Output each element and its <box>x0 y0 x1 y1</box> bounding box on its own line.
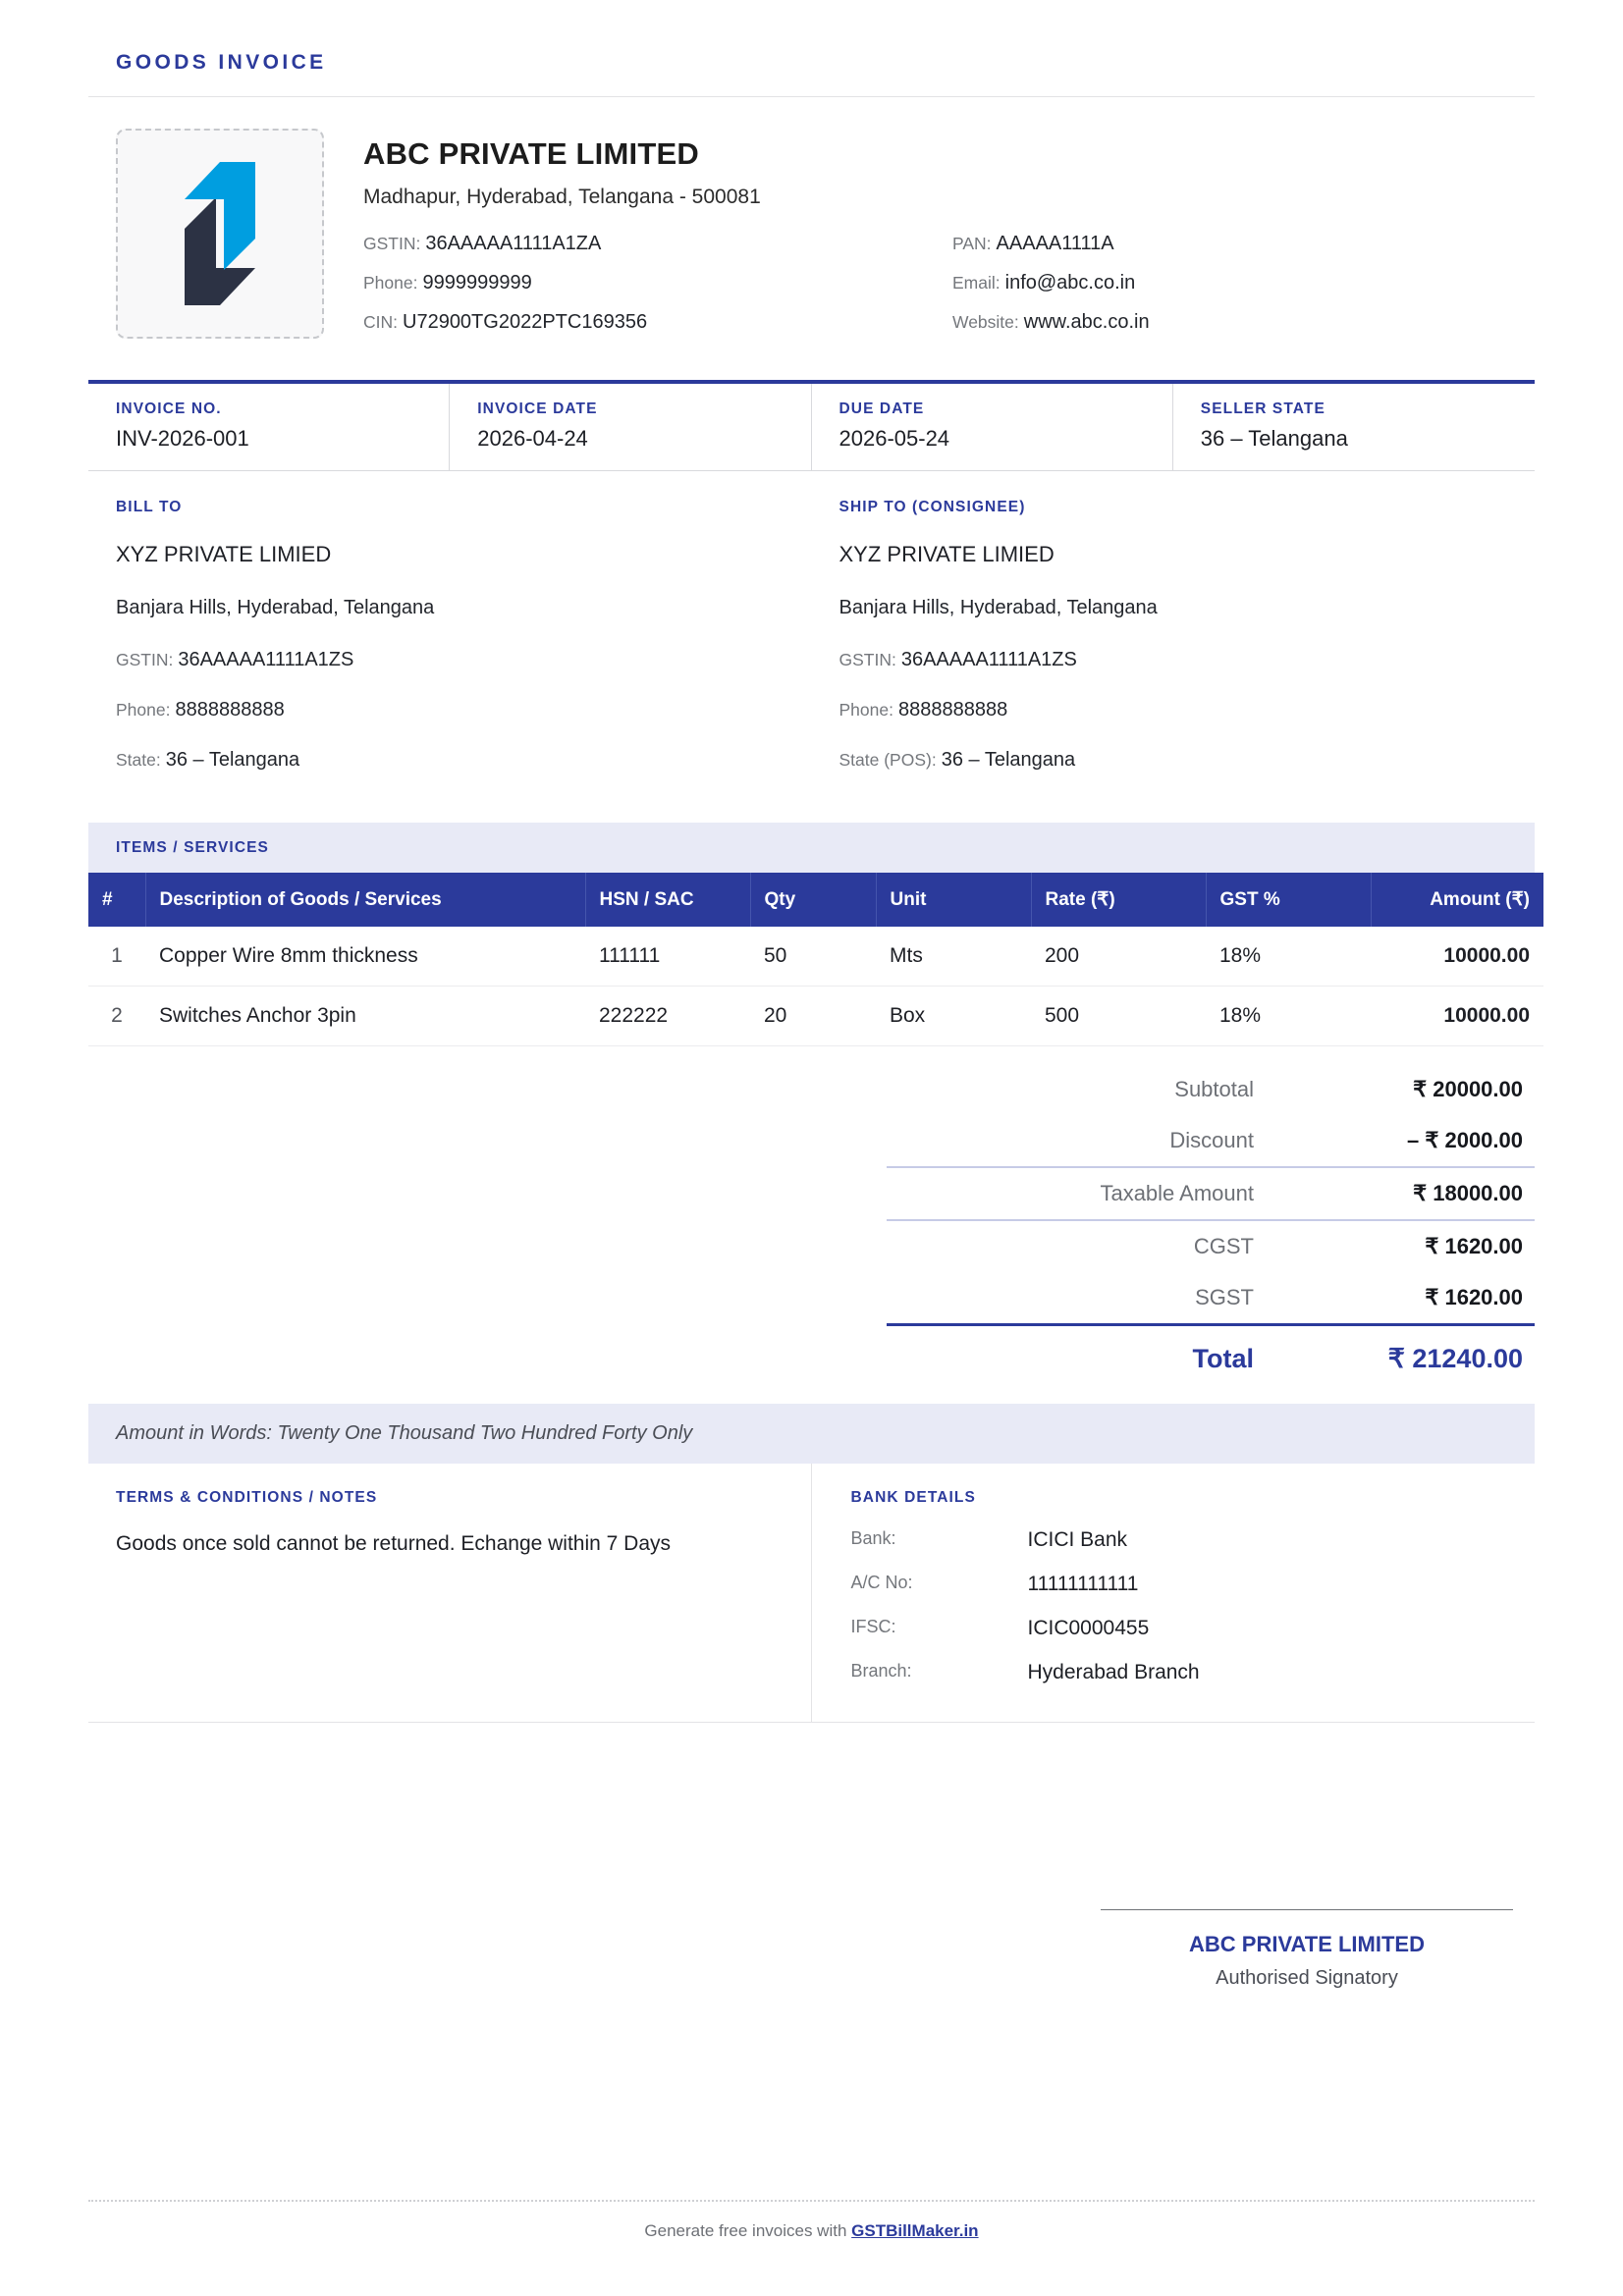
meta-invoice-number-label: INVOICE NO. <box>116 400 222 417</box>
cell-amount: 10000.00 <box>1371 927 1543 987</box>
seller-address: Madhapur, Hyderabad, Telangana - 500081 <box>363 186 761 208</box>
ship-to-name: XYZ PRIVATE LIMIED <box>839 542 1055 566</box>
total-row-taxable <box>887 1168 1535 1221</box>
seller-pan <box>952 233 1535 255</box>
bill-to-block <box>88 499 812 799</box>
ship-to-gstin-label: GSTIN: <box>839 650 896 669</box>
signature-company: ABC PRIVATE LIMITED <box>1189 1932 1425 1956</box>
bank-title: BANK DETAILS <box>850 1489 976 1506</box>
bank-name-label: Bank: <box>850 1528 896 1548</box>
seller-gstin-value: 36AAAAA1111A1ZA <box>425 233 602 254</box>
terms-block <box>88 1464 812 1722</box>
subtotal-value: ₹ 20000.00 <box>1413 1077 1523 1101</box>
column-description: Description of Goods / Services <box>145 873 585 927</box>
seller-email-label: Email: <box>952 273 1001 293</box>
ship-to-state-label: State (POS): <box>839 750 937 770</box>
items-table <box>88 873 1543 1046</box>
seller-details <box>324 129 1535 334</box>
bill-to-gstin-value: 36AAAAA1111A1ZS <box>178 649 354 670</box>
seller-phone-value: 9999999999 <box>422 272 532 294</box>
column-hsn: HSN / SAC <box>585 873 750 927</box>
total-row-sgst <box>887 1272 1535 1323</box>
ship-to-state-value: 36 – Telangana <box>941 749 1076 771</box>
cell-hsn: 222222 <box>585 987 750 1046</box>
cell-index: 1 <box>88 927 145 987</box>
seller-phone-label: Phone: <box>363 273 418 293</box>
company-logo-icon <box>116 129 324 339</box>
ship-to-phone <box>839 699 1536 721</box>
footer-text <box>88 2221 1535 2241</box>
grand-total-value: ₹ 21240.00 <box>1387 1344 1523 1373</box>
discount-value: – ₹ 2000.00 <box>1407 1128 1523 1152</box>
bill-to-address: Banjara Hills, Hyderabad, Telangana <box>116 597 435 618</box>
seller-phone <box>363 272 952 294</box>
cell-amount: 10000.00 <box>1371 987 1543 1046</box>
discount-label: Discount <box>1169 1128 1254 1152</box>
meta-seller-state-value: 36 – Telangana <box>1200 426 1348 451</box>
sgst-label: SGST <box>1195 1285 1254 1309</box>
cell-description: Switches Anchor 3pin <box>145 987 585 1046</box>
seller-cin <box>363 311 952 334</box>
seller-website <box>952 311 1535 334</box>
seller-gstin <box>363 233 952 255</box>
seller-cin-label: CIN: <box>363 312 398 332</box>
seller-pan-label: PAN: <box>952 234 992 253</box>
seller-email-value: info@abc.co.in <box>1004 272 1136 294</box>
taxable-value: ₹ 18000.00 <box>1413 1181 1523 1205</box>
bank-account-label: A/C No: <box>850 1573 913 1592</box>
footer-prefix: Generate free invoices with <box>644 2221 852 2240</box>
seller-cin-value: U72900TG2022PTC169356 <box>403 311 648 333</box>
bank-ifsc-label: IFSC: <box>850 1617 896 1636</box>
cell-hsn: 111111 <box>585 927 750 987</box>
signature-block <box>1101 1909 1513 1990</box>
ship-to-address: Banjara Hills, Hyderabad, Telangana <box>839 597 1158 618</box>
total-row-discount <box>887 1115 1535 1168</box>
ship-to-gstin <box>839 649 1536 671</box>
column-rate: Rate (₹) <box>1031 873 1206 927</box>
cgst-value: ₹ 1620.00 <box>1425 1234 1523 1258</box>
total-row-grand <box>887 1323 1535 1382</box>
seller-name: ABC PRIVATE LIMITED <box>363 136 699 171</box>
terms-and-bank-section <box>88 1464 1535 1723</box>
bill-to-state-label: State: <box>116 750 161 770</box>
ship-to-title: SHIP TO (CONSIGNEE) <box>839 499 1026 515</box>
meta-invoice-date-value: 2026-04-24 <box>477 426 588 451</box>
cell-qty: 20 <box>750 987 876 1046</box>
amount-in-words-band <box>88 1404 1535 1464</box>
totals-block <box>887 1064 1535 1382</box>
signature-role: Authorised Signatory <box>1216 1967 1398 1989</box>
terms-text: Goods once sold cannot be returned. Echange within 7 Days <box>116 1532 672 1555</box>
bill-to-phone <box>116 699 812 721</box>
table-row <box>88 927 1543 987</box>
ship-to-phone-label: Phone: <box>839 700 893 720</box>
cell-unit: Mts <box>876 927 1031 987</box>
meta-invoice-date <box>450 384 811 470</box>
cell-gst: 18% <box>1206 987 1371 1046</box>
page-title: GOODS INVOICE <box>116 51 327 74</box>
terms-title: TERMS & CONDITIONS / NOTES <box>116 1489 378 1506</box>
items-band <box>88 823 1535 873</box>
cell-rate: 500 <box>1031 987 1206 1046</box>
meta-due-date-value: 2026-05-24 <box>839 426 950 451</box>
meta-invoice-date-label: INVOICE DATE <box>477 400 598 417</box>
cell-unit: Box <box>876 987 1031 1046</box>
meta-seller-state-label: SELLER STATE <box>1200 400 1325 417</box>
bank-account-value: 11111111111 <box>1027 1573 1139 1595</box>
bill-to-phone-value: 8888888888 <box>175 699 285 721</box>
seller-gstin-label: GSTIN: <box>363 234 421 253</box>
ship-to-phone-value: 8888888888 <box>897 699 1008 721</box>
bank-branch-label: Branch: <box>850 1661 912 1681</box>
taxable-label: Taxable Amount <box>1100 1181 1254 1205</box>
footer-brand-link[interactable]: GSTBillMaker.in <box>851 2221 979 2240</box>
column-gst: GST % <box>1206 873 1371 927</box>
items-band-title: ITEMS / SERVICES <box>116 839 269 856</box>
meta-invoice-number <box>88 384 450 470</box>
subtotal-label: Subtotal <box>1174 1077 1254 1101</box>
bill-to-gstin <box>116 649 812 671</box>
total-row-cgst <box>887 1221 1535 1272</box>
bill-to-phone-label: Phone: <box>116 700 171 720</box>
invoice-meta-strip <box>88 380 1535 471</box>
bill-to-state <box>116 749 812 772</box>
seller-header <box>88 97 1535 366</box>
totals-area <box>88 1046 1535 1382</box>
ship-to-block <box>812 499 1536 799</box>
grand-total-label: Total <box>1192 1344 1254 1373</box>
cell-description: Copper Wire 8mm thickness <box>145 927 585 987</box>
cell-qty: 50 <box>750 927 876 987</box>
bank-name-value: ICICI Bank <box>1027 1528 1128 1551</box>
seller-website-label: Website: <box>952 312 1019 332</box>
column-qty: Qty <box>750 873 876 927</box>
signature-area <box>88 1909 1535 1990</box>
bill-to-title: BILL TO <box>116 499 183 515</box>
meta-due-date <box>812 384 1173 470</box>
cell-rate: 200 <box>1031 927 1206 987</box>
cgst-label: CGST <box>1193 1234 1254 1258</box>
footer-divider <box>88 2200 1535 2202</box>
seller-email <box>952 272 1535 294</box>
total-row-subtotal <box>887 1064 1535 1115</box>
items-table-header-row <box>88 873 1543 927</box>
ship-to-state <box>839 749 1536 772</box>
bill-to-name: XYZ PRIVATE LIMIED <box>116 542 332 566</box>
meta-invoice-number-value: INV-2026-001 <box>116 426 249 451</box>
column-amount: Amount (₹) <box>1371 873 1543 927</box>
signature-line <box>1101 1909 1513 1910</box>
bill-to-state-value: 36 – Telangana <box>165 749 300 771</box>
bill-to-gstin-label: GSTIN: <box>116 650 174 669</box>
seller-pan-value: AAAAA1111A <box>996 233 1114 254</box>
bank-block <box>812 1464 1536 1722</box>
meta-due-date-label: DUE DATE <box>839 400 925 417</box>
parties-section <box>88 471 1535 823</box>
amount-in-words-text: Amount in Words: Twenty One Thousand Two Hundred Forty Only <box>116 1422 693 1444</box>
seller-website-value: www.abc.co.in <box>1023 311 1150 333</box>
cell-index: 2 <box>88 987 145 1046</box>
bank-branch-value: Hyderabad Branch <box>1027 1661 1200 1683</box>
bank-ifsc-value: ICIC0000455 <box>1027 1617 1150 1639</box>
ship-to-gstin-value: 36AAAAA1111A1ZS <box>900 649 1077 670</box>
column-index: # <box>88 873 145 927</box>
meta-seller-state <box>1173 384 1535 470</box>
sgst-value: ₹ 1620.00 <box>1425 1285 1523 1309</box>
table-row <box>88 987 1543 1046</box>
page-footer <box>88 2200 1535 2241</box>
column-unit: Unit <box>876 873 1031 927</box>
cell-gst: 18% <box>1206 927 1371 987</box>
